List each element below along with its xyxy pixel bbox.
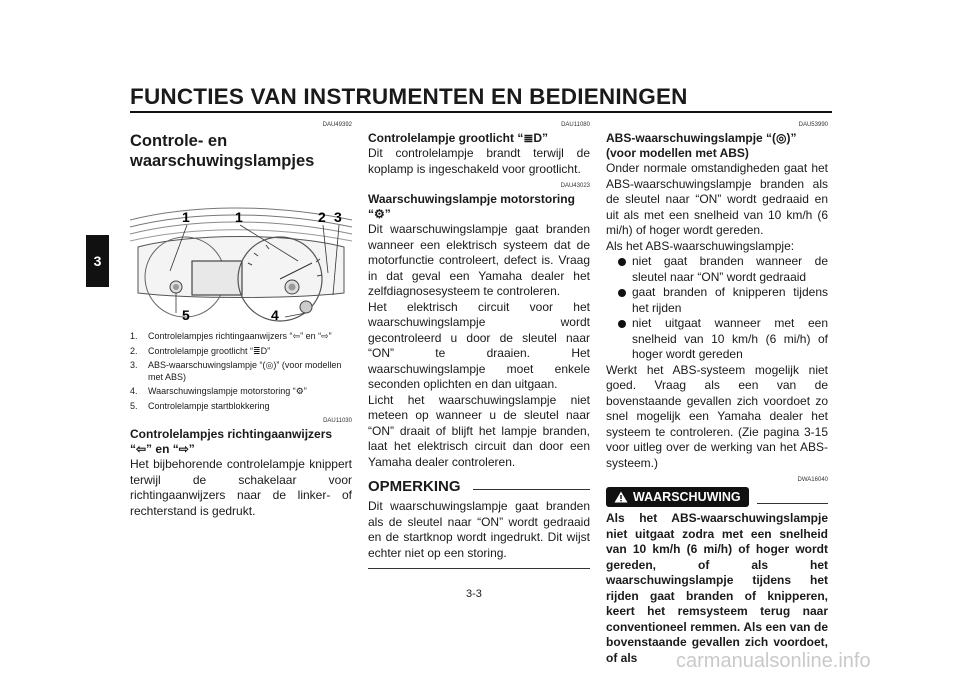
engine-trouble-heading: Waarschuwingslampje motorstoring “⚙” — [368, 192, 575, 221]
section-code: DWA16040 — [797, 477, 828, 483]
note-text: Dit waarschuwingslampje gaat branden als de sleutel naar “ON” wordt gedraaid en de startknop wordt ingedrukt. Dit wijst echter niet op een storing. — [368, 499, 590, 560]
figure-captions — [130, 331, 352, 412]
note-header — [368, 478, 590, 495]
callout-3: 3 — [334, 209, 342, 225]
abs-text-3: Werkt het ABS-systeem mogelijk niet goed. Vraag als een van de bovenstaande gevallen zich voordoet zo snel mogelijk een Yamaha dealer het systeem te controleren. (Zie pagina 3-15 voor uitleg over de werking van het ABS-systeem.) — [606, 362, 828, 470]
caption-item: 4. Waarschuwingslampje motorstoring “⚙” — [130, 386, 307, 396]
list-item: gaat branden of knipperen tijdens het rijden — [618, 285, 828, 316]
section-code: DAU53990 — [798, 122, 828, 128]
turn-signal-text: Het bijbehorende controlelampje knippert terwijl de schakelaar voor richtingaanwijzers naar de linker- of rechterstand is gedrukt. — [130, 457, 352, 518]
callout-1a: 1 — [182, 209, 190, 225]
bullet-icon — [618, 320, 626, 328]
callout-1b: 1 — [235, 209, 243, 225]
caption-item: 1. Controlelampjes richtingaanwijzers “⇦” en “⇨” — [130, 331, 332, 341]
column-1 — [130, 122, 352, 519]
note-title: OPMERKING — [368, 478, 461, 495]
chapter-tab: 3 — [86, 235, 109, 287]
note-rule — [473, 489, 590, 490]
list-item: niet uitgaat wanneer met een snelheid van 10 km/h (6 mi/h) of hoger wordt gereden — [618, 316, 828, 363]
abs-text-2: Als het ABS-waarschuwingslampje: — [606, 238, 795, 253]
callout-2: 2 — [318, 209, 326, 225]
warning-badge: WAARSCHUWING — [606, 487, 749, 507]
list-item: niet gaat branden wanneer de sleutel naar “ON” wordt gedraaid — [618, 254, 828, 285]
turn-signal-heading: Controlelampjes richtingaanwijzers — [130, 427, 333, 441]
high-beam-text: Dit controlelampje brandt terwijl de koplamp is ingeschakeld voor grootlicht. — [368, 146, 590, 176]
section-code: DAU49392 — [322, 122, 352, 128]
bullet-icon — [618, 289, 626, 297]
turn-signal-heading-icons: “⇦” en “⇨” — [130, 442, 195, 456]
callout-4: 4 — [271, 307, 279, 323]
instrument-panel-figure — [130, 175, 352, 325]
warning-header — [606, 487, 828, 507]
bullet-icon — [618, 258, 626, 266]
section-code: DAU11030 — [323, 418, 352, 424]
engine-trouble-text-3: Licht het waarschuwingslampje niet meteen op wanneer u de sleutel naar “ON” draait of blijft het lampje branden, laat het elektrisch circuit dan door een Yamaha dealer controleren. — [368, 392, 590, 469]
high-beam-heading: Controlelampje grootlicht “≣D” — [368, 131, 549, 145]
note-end-rule — [368, 568, 590, 569]
callout-5: 5 — [182, 307, 190, 323]
page-number: 3-3 — [466, 588, 482, 600]
engine-trouble-text-2: Het elektrisch circuit voor het waarschuwingslampje wordt gecontroleerd u door de sleutel naar “ON” te draaien. Het waarschuwingslampje moet enkele seconden oplichten en dan uitgaan. — [368, 299, 590, 391]
section-code: DAU11080 — [561, 122, 590, 128]
caption-item: 2. Controlelampje grootlicht “≣D” — [130, 345, 271, 356]
warning-triangle-icon — [614, 491, 628, 503]
column-2 — [368, 122, 590, 569]
column-3 — [606, 122, 828, 666]
watermark: carmanualsonline.info — [676, 650, 871, 672]
header-rule — [130, 111, 832, 113]
abs-text-1: Onder normale omstandigheden gaat het ABS-waarschuwingslampje branden als de sleutel naar “ON” wordt gedraaid en uit als met een snelheid van 10 km/h (6 mi/h) of hoger wordt gereden. — [606, 161, 828, 237]
engine-trouble-text-1: Dit waarschuwingslampje gaat branden wanneer een elektrisch systeem dat de motorfunctie controleert, defect is. Vraag in dat geval een Yamaha dealer het zelfdiagnosesysteem te controleren. — [368, 222, 590, 298]
caption-item: 3. ABS-waarschuwingslampje “(◎)” (voor modellen met ABS) — [130, 360, 342, 382]
abs-bullet-list — [606, 254, 828, 363]
caption-item: 5. Controlelampje startblokkering — [130, 400, 270, 411]
instrument-panel-illustration — [130, 175, 352, 325]
section-code: DAU43023 — [560, 183, 590, 189]
page-header-title: FUNCTIES VAN INSTRUMENTEN EN BEDIENINGEN — [130, 84, 688, 109]
warning-rule — [757, 503, 828, 504]
section-title: Controle- en waarschuwingslampjes — [130, 132, 315, 170]
abs-heading: ABS-waarschuwingslampje “(◎)” (voor modellen met ABS) — [606, 131, 797, 160]
warning-text: Als het ABS-waarschuwingslampje niet uitgaat zodra met een snelheid van 10 km/h (6 mi/h) of hoger wordt gereden, of als het waarschuwingslampje tijdens het rijden gaat branden of knipperen, keert het remsysteem terug naar conventioneel remmen. Als een van de bovenstaande gevallen zich voordoet, of als — [606, 511, 828, 665]
